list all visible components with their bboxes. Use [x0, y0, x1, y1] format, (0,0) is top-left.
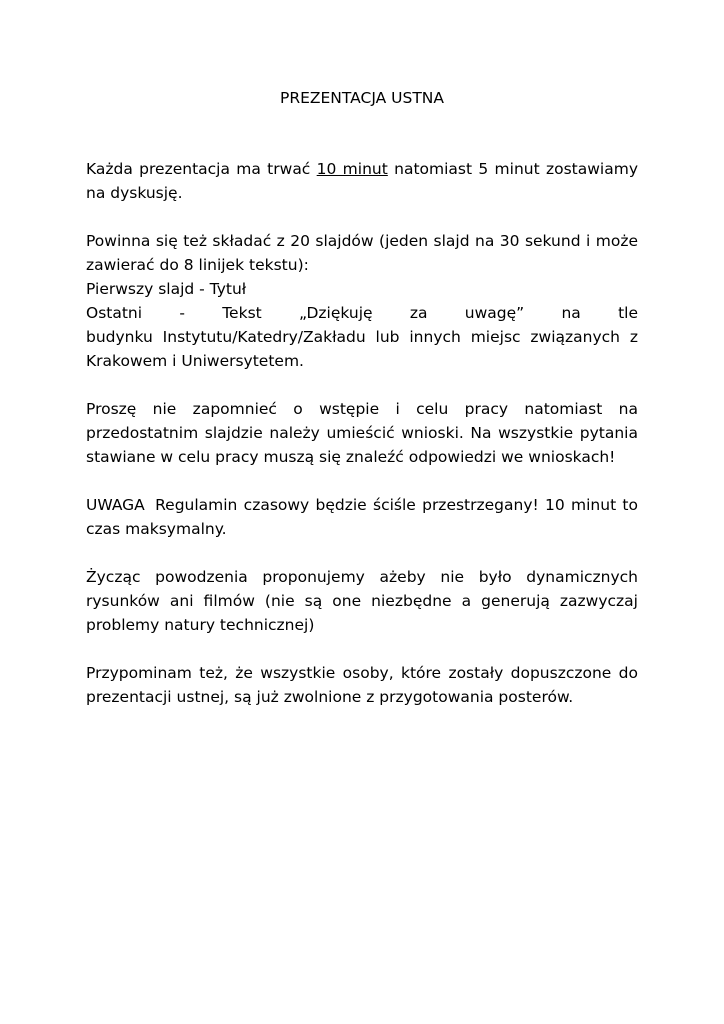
slides-intro: Powinna się też składać z 20 slajdów (jeden slajd na 30 sekund i może zawierać do 8 linijek tekstu):	[86, 232, 638, 274]
document-page	[86, 86, 638, 733]
paragraph-duration	[86, 157, 638, 205]
paragraph-slides	[86, 229, 638, 373]
document-title: PREZENTACJA USTNA	[279, 89, 444, 107]
first-slide-text: Pierwszy slajd - Tytuł	[86, 280, 247, 298]
duration-text-before: Każda prezentacja ma trwać	[86, 160, 317, 178]
last-slide-line1: Ostatni - Tekst „Dziękuję za uwagę” na tle	[86, 304, 638, 322]
duration-underlined: 10 minut	[316, 160, 388, 178]
warning-text: Regulamin czasowy będzie ściśle przestrzegany! 10 minut to czas maksymalny.	[86, 496, 638, 538]
last-slide-rest: budynku Instytutu/Katedry/Zakładu lub innych miejsc związanych z Krakowem i Uniwersytetem.	[86, 328, 638, 370]
duration-text-after: natomiast 5 minut zostawiamy na dyskusję.	[86, 160, 639, 202]
paragraph-recommendation: Życząc powodzenia proponujemy ażeby nie było dynamicznych rysunków ani filmów (nie są one niezbędne a generują zazwyczaj problemy natury technicznej)	[86, 568, 638, 634]
paragraph-intro-conclusions: Proszę nie zapomnieć o wstępie i celu pracy natomiast na przedostatnim slajdzie należy umieścić wnioski. Na wszystkie pytania stawiane w celu pracy muszą się znaleźć odpowiedzi we wnioskach!	[86, 400, 638, 466]
paragraph-reminder: Przypominam też, że wszystkie osoby, które zostały dopuszczone do prezentacji ustnej, są już zwolnione z przygotowania posterów.	[86, 664, 638, 706]
paragraph-warning	[86, 493, 638, 541]
warning-label: UWAGA	[86, 496, 145, 514]
